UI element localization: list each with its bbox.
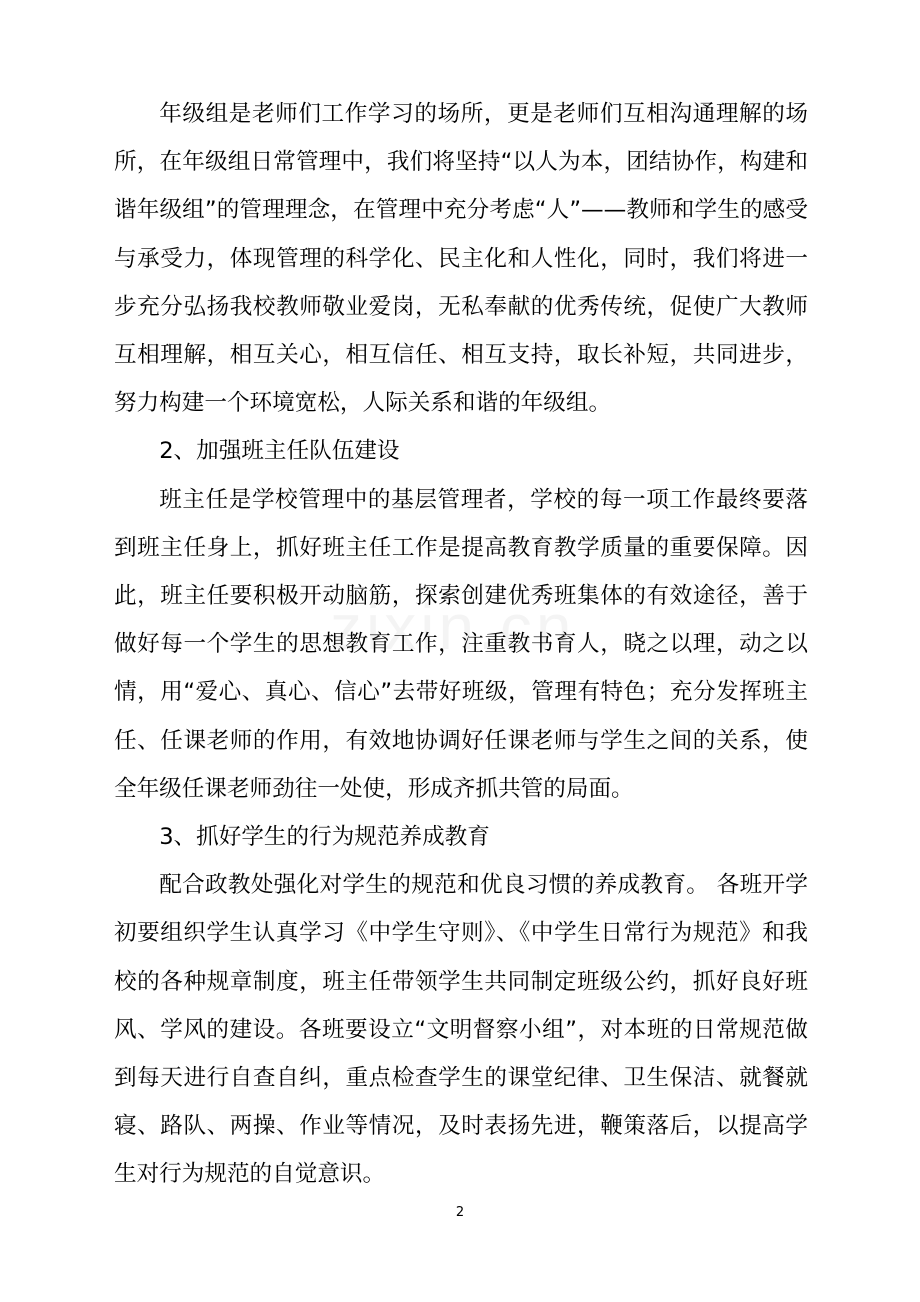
- section-heading-behavior-norms: 3、抓好学生的行为规范养成教育: [159, 824, 490, 851]
- section-heading-head-teacher: 2、加强班主任队伍建设: [159, 438, 400, 465]
- page-number: 2: [455, 1205, 465, 1220]
- paragraph-head-teacher: 班主任是学校管理中的基层管理者，学校的每一项工作最终要落到班主任身上，抓好班主任工作是提高教育教学质量的重要保障。因此，班主任要积极开动脑筋，探索创建优秀班集体的有效途径，善于做好每一个学生的思想教育工作，注重教书育人，晓之以理，动之以情，用“爱心、真心、信心”去带好班级，管理有特色；充分发挥班主任、任课老师的作用，有效地协调好任课老师与学生之间的关系，使全年级任课老师劲往一处使，形成齐抓共管的局面。: [114, 486, 808, 802]
- paragraph-behavior-norms: 配合政教处强化对学生的规范和优良习惯的养成教育。 各班开学初要组织学生认真学习《中学生守则》、《中学生日常行为规范》和我校的各种规章制度，班主任带领学生共同制定班级公约，抓好良好班风、学风的建设。各班要设立“文明督察小组”，对本班的日常规范做到每天进行自查自纠，重点检查学生的课堂纪律、卫生保洁、就餐就寝、路队、两操、作业等情况，及时表扬先进，鞭策落后，以提高学生对行为规范的自觉意识。: [114, 872, 808, 1188]
- document-body: [114, 90, 808, 1199]
- paragraph-grade-group-management: 年级组是老师们工作学习的场所，更是老师们互相沟通理解的场所，在年级组日常管理中，我们将坚持“以人为本，团结协作，构建和谐年级组”的管理理念，在管理中充分考虑“人”——教师和学生的感受与承受力，体现管理的科学化、民主化和人性化，同时，我们将进一步充分弘扬我校教师敬业爱岗，无私奉献的优秀传统，促使广大教师互相理解，相互关心，相互信任、相互支持，取长补短，共同进步，努力构建一个环境宽松，人际关系和谐的年级组。: [114, 101, 808, 417]
